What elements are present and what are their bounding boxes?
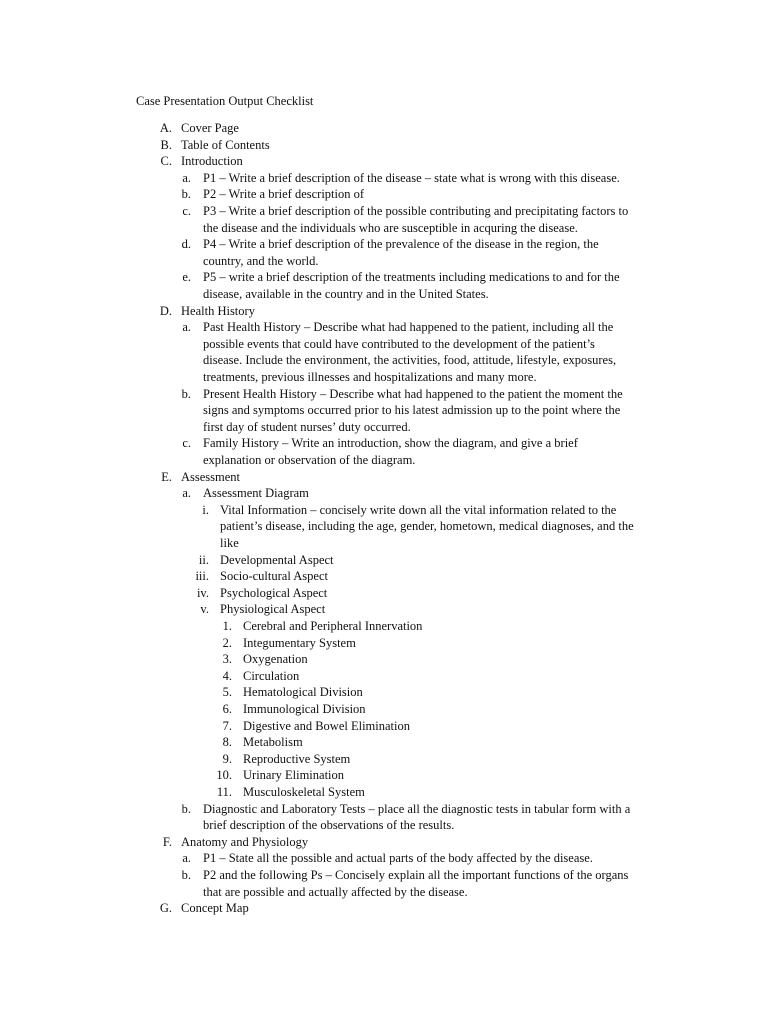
item-marker: 1. xyxy=(222,619,232,633)
checklist-item xyxy=(0,900,768,917)
item-text: Vital Information – concisely write down all the vital information related to the xyxy=(220,502,617,517)
item-marker: v. xyxy=(200,602,209,617)
item-text: Health History xyxy=(181,303,255,318)
item-marker: 11. xyxy=(216,785,232,799)
checklist-item xyxy=(0,751,768,768)
item-text: Cerebral and Peripheral Innervation xyxy=(243,619,423,633)
item-text: country, and the world. xyxy=(203,253,319,268)
item-text: treatments, previous illnesses and hospitalizations and many more. xyxy=(203,370,537,384)
item-marker: a. xyxy=(182,170,191,185)
checklist-item xyxy=(0,867,768,884)
item-text: Table of Contents xyxy=(181,137,270,152)
item-marker: b. xyxy=(181,868,191,882)
item-marker: c. xyxy=(182,204,191,218)
checklist-item xyxy=(0,568,768,585)
item-marker: 4. xyxy=(222,668,232,683)
item-marker: b. xyxy=(181,187,191,202)
item-text: disease. Include the environment, the activities, food, attitude, lifestyle, exposures, xyxy=(203,353,617,368)
item-text: Physiological Aspect xyxy=(220,602,326,617)
item-text: Assessment xyxy=(181,469,241,484)
item-text: Past Health History – Describe what had happened to the patient, including all the xyxy=(203,320,614,335)
document-title: Case Presentation Output Checklist xyxy=(136,94,314,108)
item-marker: 3. xyxy=(222,652,232,667)
checklist-item xyxy=(0,236,768,253)
item-marker: 6. xyxy=(222,702,232,716)
checklist-item-continuation xyxy=(0,369,768,386)
checklist-item xyxy=(0,684,768,701)
item-marker: a. xyxy=(182,486,191,501)
item-marker: iii. xyxy=(195,569,209,584)
checklist-item-continuation xyxy=(0,286,768,303)
checklist-item-continuation xyxy=(0,220,768,237)
item-text: first day of student nurses’ duty occurred. xyxy=(203,419,411,434)
item-marker: d. xyxy=(181,237,191,252)
checklist-item-continuation xyxy=(0,884,768,901)
item-text: P1 – Write a brief description of the disease – state what is wrong with this disease. xyxy=(203,170,620,185)
item-marker: ii. xyxy=(198,552,209,567)
checklist-item xyxy=(0,734,768,751)
checklist-item xyxy=(0,319,768,336)
item-text: Musculoskeletal System xyxy=(243,785,365,799)
checklist-item xyxy=(0,203,768,220)
item-marker: E. xyxy=(161,469,172,484)
item-text: patient’s disease, including the age, gender, hometown, medical diagnoses, and the xyxy=(220,519,634,534)
checklist-item xyxy=(0,170,768,187)
checklist-item-continuation xyxy=(0,518,768,535)
checklist-item xyxy=(0,303,768,320)
item-text: P2 – Write a brief description of xyxy=(203,187,365,202)
item-marker: 9. xyxy=(222,751,232,766)
item-text: Circulation xyxy=(243,668,300,683)
item-text: Digestive and Bowel Elimination xyxy=(243,718,410,733)
item-text: Reproductive System xyxy=(243,751,351,766)
checklist-item xyxy=(0,435,768,452)
item-text: signs and symptoms occurred prior to his latest admission up to the point where the xyxy=(203,403,621,418)
item-text: Diagnostic and Laboratory Tests – place all the diagnostic tests in tabular form with a xyxy=(203,801,631,816)
item-text: Integumentary System xyxy=(243,635,356,650)
checklist-item xyxy=(0,269,768,286)
item-text: Psychological Aspect xyxy=(220,585,328,600)
checklist-item xyxy=(0,485,768,502)
item-text: Oxygenation xyxy=(243,652,308,667)
item-text: Cover Page xyxy=(181,121,239,135)
item-marker: G. xyxy=(159,901,172,916)
checklist-item-continuation xyxy=(0,352,768,369)
checklist-item xyxy=(0,618,768,635)
checklist-item xyxy=(0,552,768,569)
item-marker: F. xyxy=(162,834,172,849)
item-text: Urinary Elimination xyxy=(243,768,345,783)
item-text: explanation or observation of the diagram. xyxy=(203,453,416,467)
item-marker: a. xyxy=(182,851,191,866)
checklist-item xyxy=(0,834,768,851)
checklist-item xyxy=(0,601,768,618)
item-text: possible events that could have contributed to the development of the patient’s xyxy=(203,336,595,351)
item-text: P5 – write a brief description of the treatments including medications to and for the xyxy=(203,270,620,285)
checklist-item xyxy=(0,585,768,602)
item-marker: b. xyxy=(181,386,191,401)
item-text: like xyxy=(220,536,239,550)
item-marker: 7. xyxy=(222,718,232,733)
checklist-item-continuation xyxy=(0,402,768,419)
item-marker: 5. xyxy=(222,685,232,700)
checklist-item-continuation xyxy=(0,419,768,436)
checklist-item xyxy=(0,784,768,801)
item-text: Present Health History – Describe what had happened to the patient the moment the xyxy=(203,386,623,401)
checklist-item xyxy=(0,651,768,668)
item-text: the disease and the individuals who are susceptible in acquring the disease. xyxy=(203,220,578,235)
checklist-item-continuation xyxy=(0,535,768,552)
item-marker: b. xyxy=(181,801,191,816)
item-marker: C. xyxy=(160,154,172,169)
item-text: disease, available in the country and in the United States. xyxy=(203,287,489,301)
item-marker: A. xyxy=(159,121,172,135)
checklist-item xyxy=(0,767,768,784)
checklist-item xyxy=(0,801,768,818)
item-marker: a. xyxy=(182,320,191,335)
item-text: P4 – Write a brief description of the prevalence of the disease in the region, the xyxy=(203,237,599,252)
checklist-item xyxy=(0,120,768,137)
checklist-item xyxy=(0,137,768,154)
item-marker: B. xyxy=(160,137,172,152)
item-text: Anatomy and Physiology xyxy=(181,834,309,849)
checklist-item-continuation xyxy=(0,817,768,834)
checklist-item xyxy=(0,386,768,403)
item-text: Concept Map xyxy=(181,901,249,916)
checklist-item-continuation xyxy=(0,452,768,469)
item-marker: i. xyxy=(202,502,209,517)
checklist-item xyxy=(0,850,768,867)
item-text: Hematological Division xyxy=(243,685,363,700)
item-text: Socio-cultural Aspect xyxy=(220,569,328,584)
item-text: P3 – Write a brief description of the possible contributing and precipitating factors to xyxy=(203,204,629,218)
checklist-item xyxy=(0,635,768,652)
item-text: Immunological Division xyxy=(243,702,366,716)
item-text: Metabolism xyxy=(243,735,303,750)
checklist-item xyxy=(0,668,768,685)
checklist-item xyxy=(0,701,768,718)
item-text: Developmental Aspect xyxy=(220,552,334,567)
checklist-item xyxy=(0,153,768,170)
item-marker: 10. xyxy=(216,768,232,783)
item-marker: 8. xyxy=(222,735,232,750)
item-text: Introduction xyxy=(181,154,243,169)
checklist-item xyxy=(0,718,768,735)
item-marker: D. xyxy=(159,303,172,318)
item-marker: c. xyxy=(182,436,191,451)
item-text: brief description of the observations of the results. xyxy=(203,818,455,833)
checklist-item-continuation xyxy=(0,336,768,353)
checklist-item xyxy=(0,186,768,203)
checklist-item-continuation xyxy=(0,253,768,270)
item-text: P1 – State all the possible and actual parts of the body affected by the disease. xyxy=(203,851,593,866)
item-marker: e. xyxy=(182,270,191,285)
item-text: Family History – Write an introduction, show the diagram, and give a brief xyxy=(203,436,578,451)
item-text: that are possible and actually affected by the disease. xyxy=(203,884,468,899)
item-text: P2 and the following Ps – Concisely explain all the important functions of the organs xyxy=(203,868,629,882)
item-marker: 2. xyxy=(222,635,232,650)
item-text: Assessment Diagram xyxy=(203,486,309,501)
checklist-item xyxy=(0,469,768,486)
checklist-item xyxy=(0,502,768,519)
item-marker: iv. xyxy=(196,585,209,600)
